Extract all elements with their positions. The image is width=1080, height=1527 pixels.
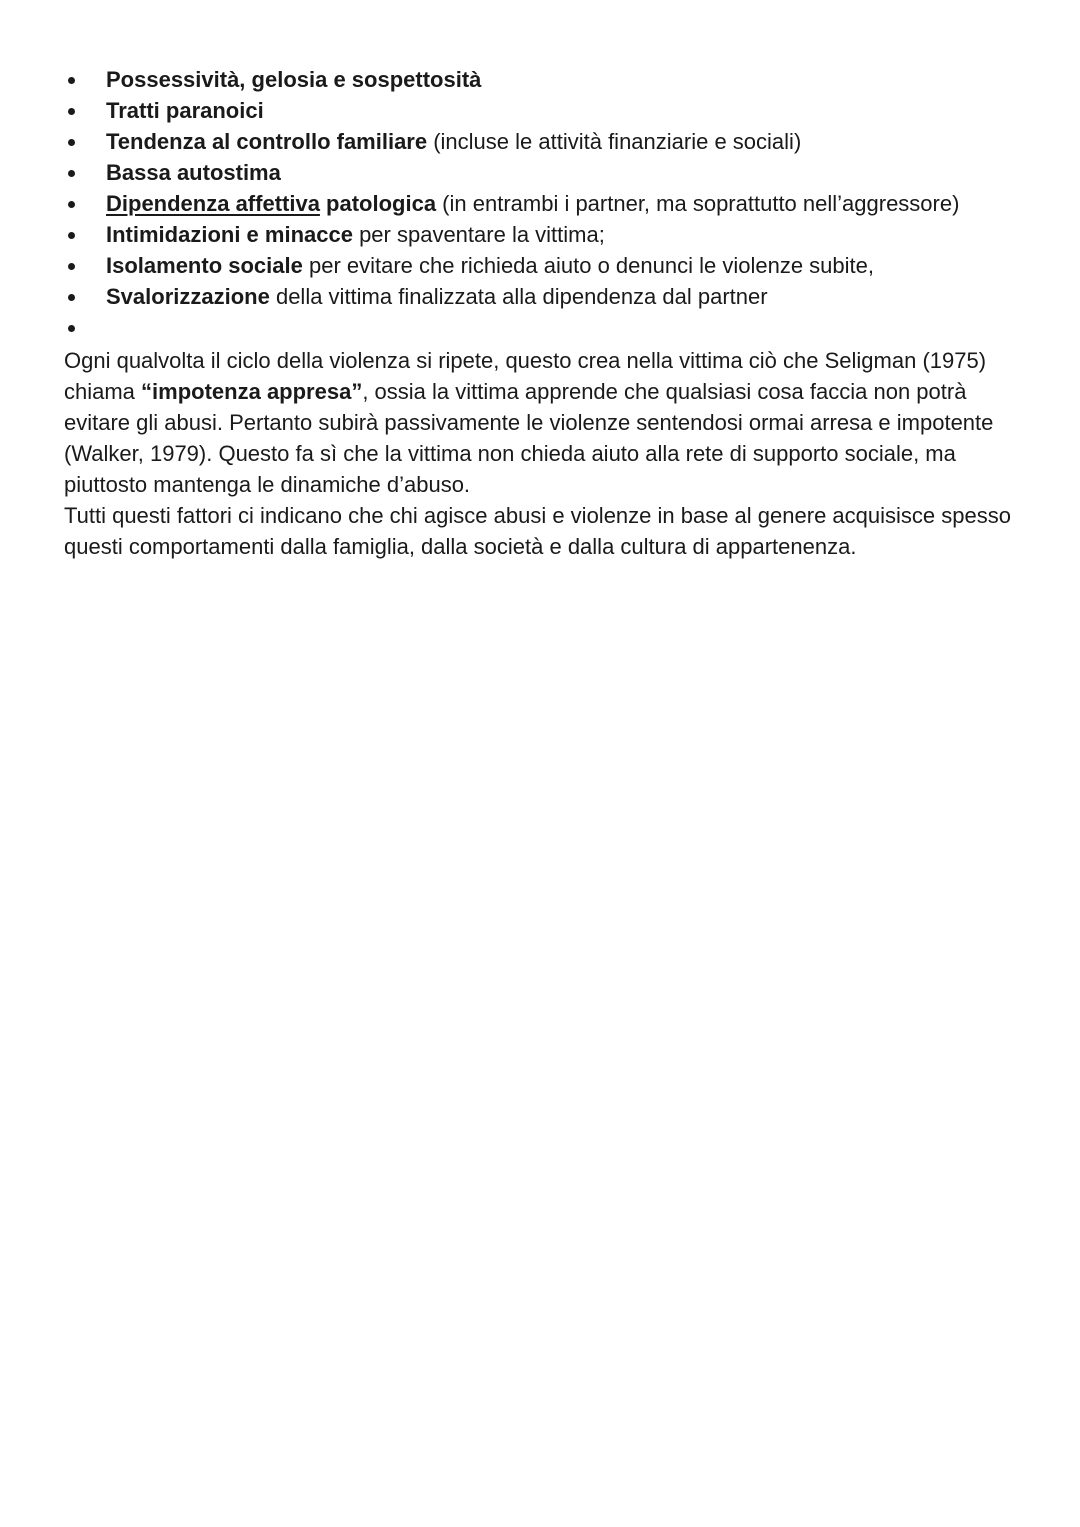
list-item-empty: [64, 312, 1044, 343]
list-item: [64, 95, 1044, 126]
item-bold-suffix: patologica: [319, 191, 437, 216]
bullet-icon: [68, 294, 75, 301]
item-text: (in entrambi i partner, ma soprattutto nell’aggressore): [436, 191, 960, 216]
bullet-icon: [68, 232, 75, 239]
bullet-icon: [68, 263, 75, 270]
item-text: (incluse le attività finanziarie e sociali): [427, 129, 802, 154]
bullet-icon: [68, 170, 75, 177]
item-bold-text: Svalorizzazione: [106, 284, 270, 309]
body-text: [64, 345, 1024, 562]
bullet-icon: [68, 77, 75, 84]
paragraph-learned-helplessness: [64, 345, 1024, 500]
item-bold-text: [106, 191, 436, 216]
paragraph-emphasis: “impotenza appresa”: [141, 379, 363, 404]
item-text: per evitare che richieda aiuto o denunci le violenze subite,: [302, 253, 874, 278]
list-item: [64, 250, 1044, 281]
item-text: per spaventare la vittima;: [352, 222, 605, 247]
list-item: [64, 281, 1044, 312]
item-bold-text: Isolamento sociale: [106, 253, 303, 278]
list-item: [64, 64, 1044, 95]
bullet-icon: [68, 325, 75, 332]
list-item: [64, 188, 1044, 219]
list-item: [64, 219, 1044, 250]
item-underlined-text: Dipendenza affettiva: [106, 191, 320, 216]
list-item: [64, 126, 1044, 157]
paragraph-text: , ossia la vittima apprende che qualsiasi cosa faccia non potrà evitare gli abusi. Pertanto subirà passivamente le violenze sentendosi ormai arresa e impotente (Walker, 1979). Questo fa sì che la vittima non chieda aiuto alla rete di supporto sociale, ma piuttosto mantenga le dinamiche d’abuso.: [64, 379, 994, 497]
bullet-icon: [68, 108, 75, 115]
bullet-icon: [68, 201, 75, 208]
item-bold-text: Bassa autostima: [106, 160, 281, 185]
paragraph-conclusion: Tutti questi fattori ci indicano che chi agisce abusi e violenze in base al genere acquisisce spesso questi comportamenti dalla famiglia, dalla società e dalla cultura di appartenenza.: [64, 503, 1011, 559]
item-bold-text: Tratti paranoici: [106, 98, 264, 123]
list-item: [64, 157, 1044, 188]
item-text: della vittima finalizzata alla dipendenza dal partner: [269, 284, 768, 309]
paragraph-text: Ogni qualvolta il ciclo della violenza si ripete, questo crea nella vittima ciò che Seligman (1975) chiama: [64, 348, 987, 404]
item-bold-text: Tendenza al controllo familiare: [106, 129, 428, 154]
item-bold-text: Possessività, gelosia e sospettosità: [106, 67, 482, 92]
item-bold-text: Intimidazioni e minacce: [106, 222, 353, 247]
bullet-list: [64, 64, 1044, 343]
bullet-icon: [68, 139, 75, 146]
